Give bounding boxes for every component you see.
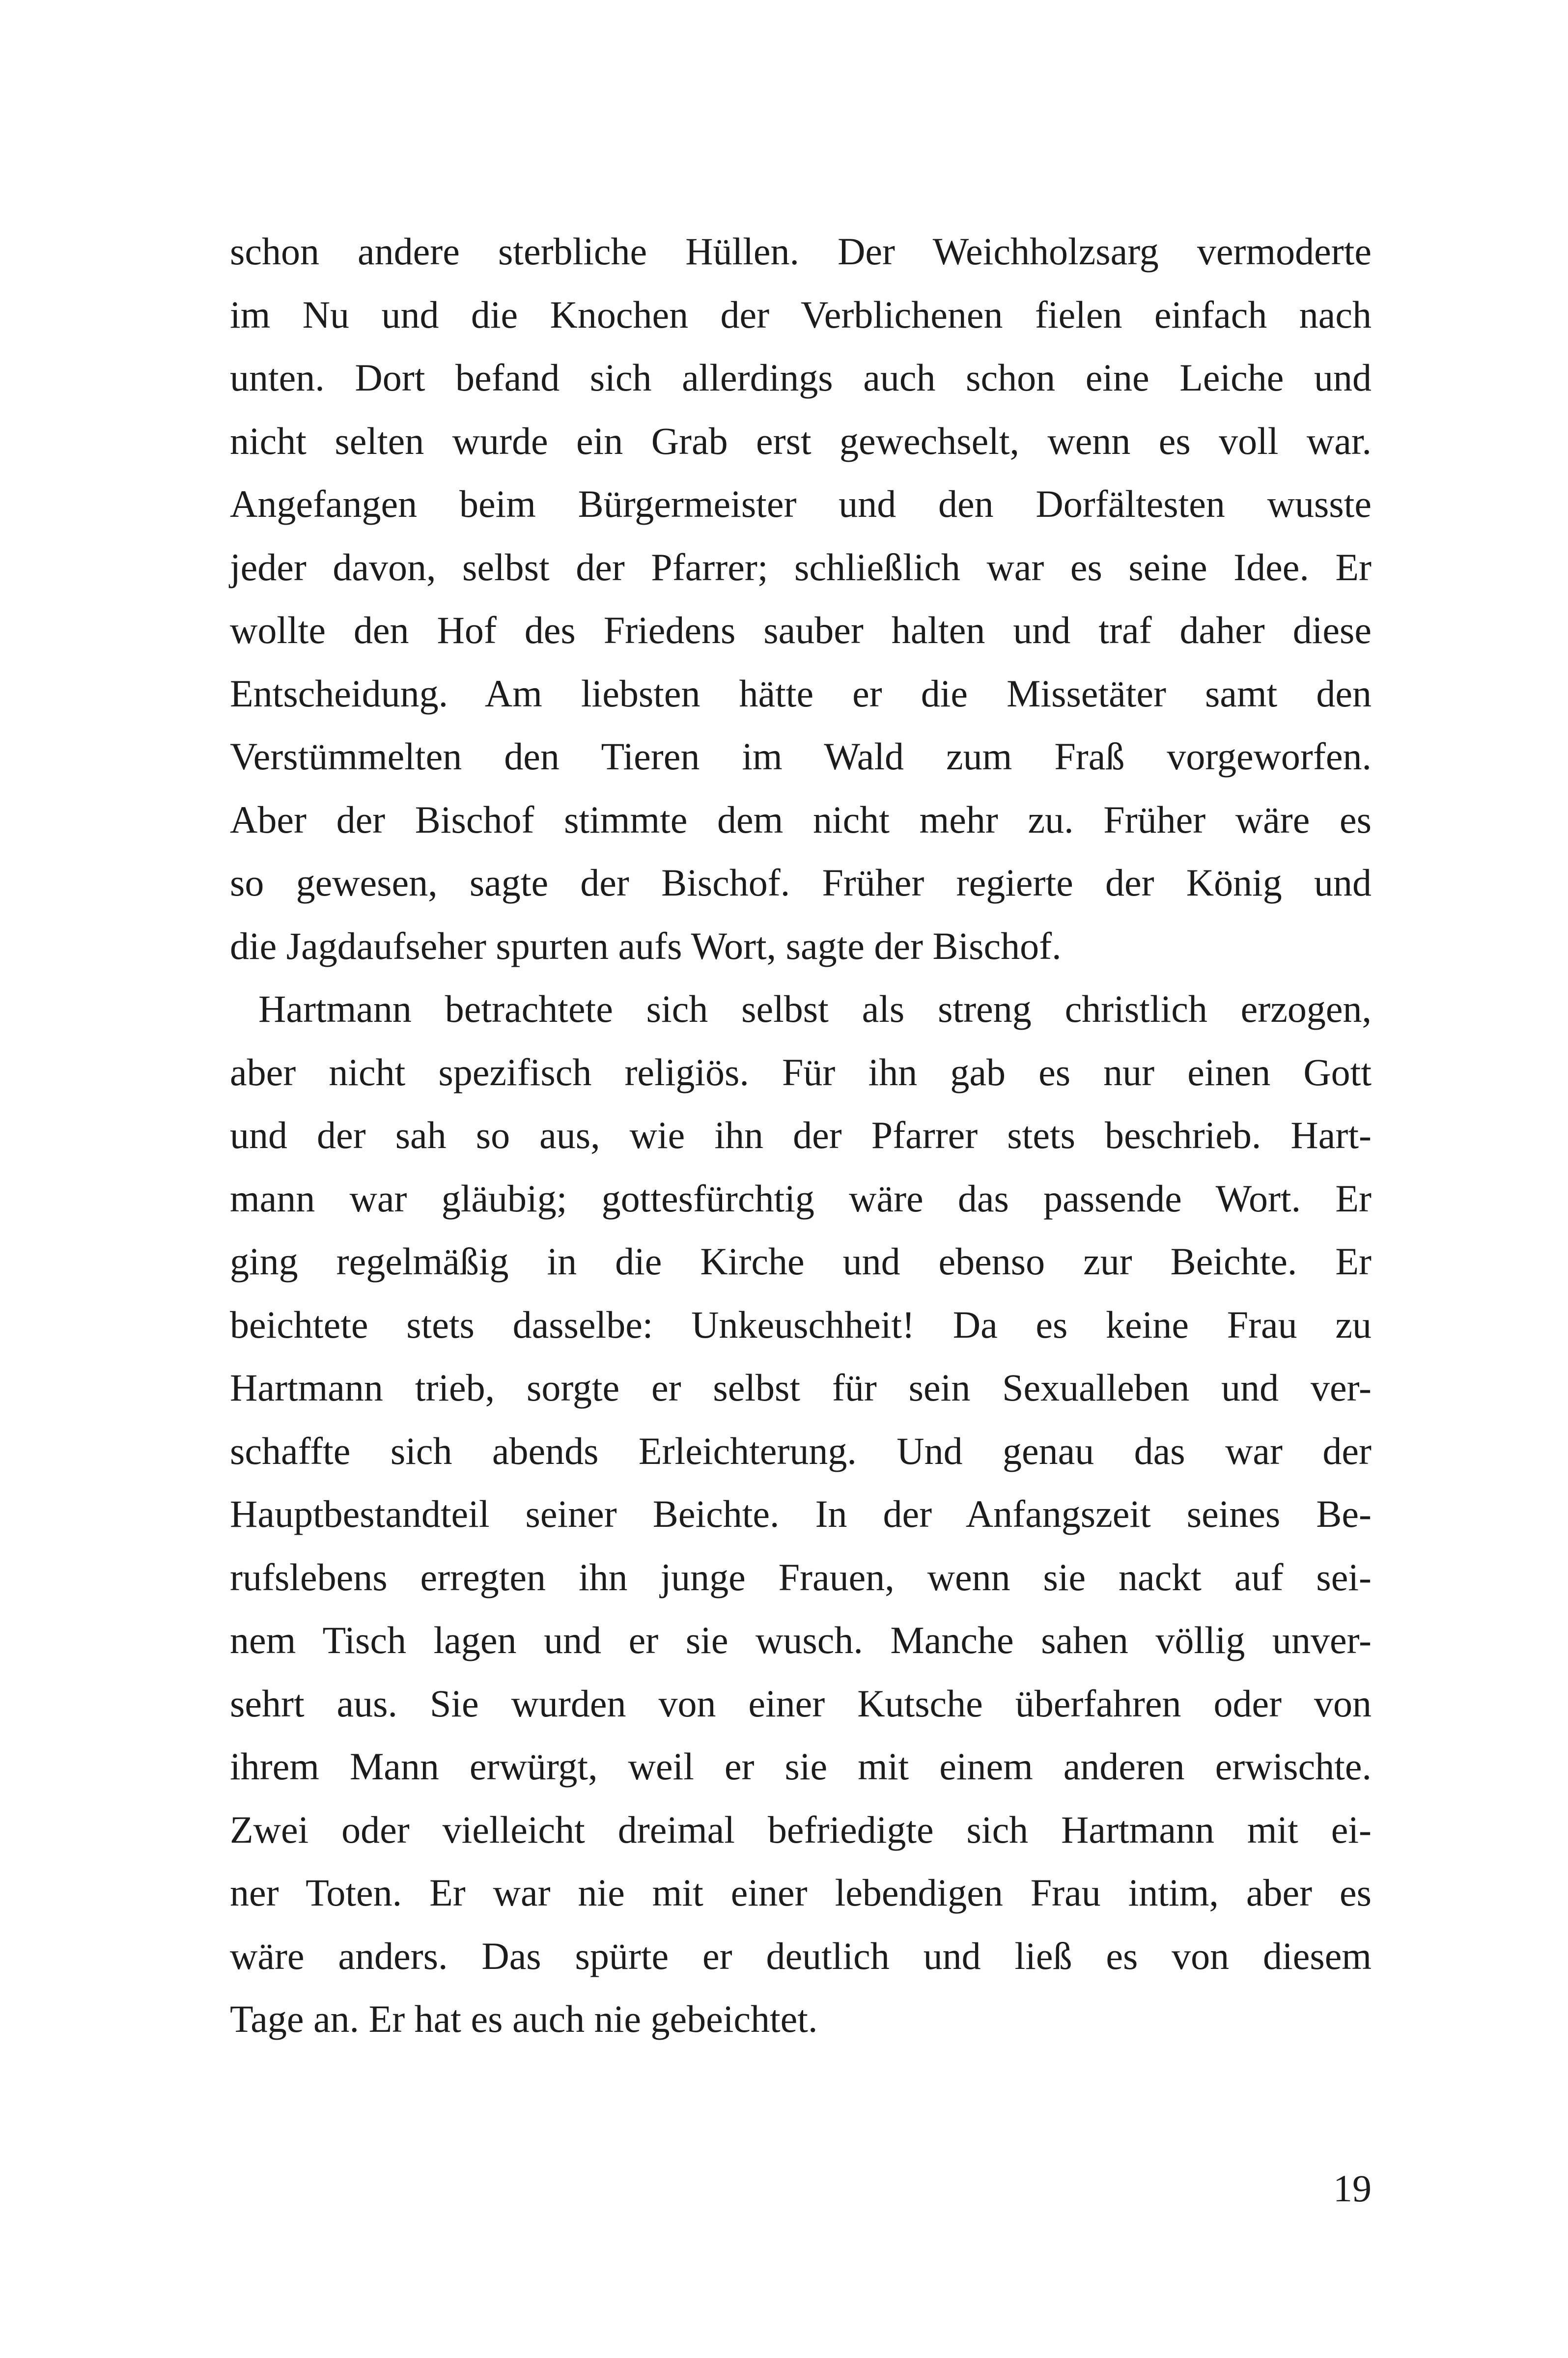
text-line: schaffte sich abends Erleichterung. Und genau das war der [230, 1429, 1372, 1472]
text-line: Hauptbestandteil seiner Beichte. In der Anfangszeit seines Be- [230, 1492, 1372, 1535]
text-line: rufslebens erregten ihn junge Frauen, wenn sie nackt auf sei- [230, 1555, 1372, 1599]
text-line: Entscheidung. Am liebsten hätte er die Missetäter samt den [230, 672, 1372, 715]
text-line: jeder davon, selbst der Pfarrer; schließlich war es seine Idee. Er [230, 545, 1372, 589]
page-number: 19 [1333, 2167, 1372, 2210]
text-line: Zwei oder vielleicht dreimal befriedigte sich Hartmann mit ei- [230, 1808, 1372, 1851]
text-line: nicht selten wurde ein Grab erst gewechselt, wenn es voll war. [230, 419, 1372, 462]
body-text [230, 220, 1372, 2051]
text-line: ihrem Mann erwürgt, weil er sie mit einem anderen erwischte. [230, 1745, 1372, 1788]
text-line: und der sah so aus, wie ihn der Pfarrer stets beschrieb. Hart- [230, 1114, 1372, 1156]
text-line: im Nu und die Knochen der Verblichenen fielen einfach nach [230, 293, 1372, 336]
text-line: wollte den Hof des Friedens sauber halten und traf daher diese [230, 609, 1372, 651]
text-line: sehrt aus. Sie wurden von einer Kutsche überfahren oder von [230, 1682, 1372, 1725]
text-line: beichtete stets dasselbe: Unkeuschheit! Da es keine Frau zu [230, 1303, 1372, 1346]
text-line: Verstümmelten den Tieren im Wald zum Fraß vorgeworfen. [230, 735, 1372, 778]
text-line: mann war gläubig; gottesfürchtig wäre das passende Wort. Er [230, 1177, 1372, 1220]
text-line: Tage an. Er hat es auch nie gebeichtet. [230, 1997, 818, 2040]
text-line: schon andere sterbliche Hüllen. Der Weichholzsarg vermoderte [230, 230, 1372, 273]
text-line: Hartmann trieb, sorgte er selbst für sein Sexualleben und ver- [230, 1366, 1372, 1409]
text-line: Angefangen beim Bürgermeister und den Dorfältesten wusste [230, 482, 1372, 525]
text-line: wäre anders. Das spürte er deutlich und ließ es von diesem [230, 1934, 1372, 1977]
text-line: ner Toten. Er war nie mit einer lebendigen Frau intim, aber es [230, 1871, 1372, 1914]
text-line: nem Tisch lagen und er sie wusch. Manche sahen völlig unver- [230, 1619, 1372, 1661]
text-line: unten. Dort befand sich allerdings auch schon eine Leiche und [230, 356, 1372, 399]
text-line: aber nicht spezifisch religiös. Für ihn gab es nur einen Gott [230, 1050, 1372, 1094]
text-line: die Jagdaufseher spurten aufs Wort, sagte der Bischof. [230, 924, 1062, 967]
text-line: Hartmann betrachtete sich selbst als streng christlich erzogen, [258, 987, 1372, 1030]
text-line: Aber der Bischof stimmte dem nicht mehr zu. Früher wäre es [230, 798, 1372, 841]
text-line: so gewesen, sagte der Bischof. Früher regierte der König und [230, 861, 1372, 904]
text-line: ging regelmäßig in die Kirche und ebenso zur Beichte. Er [230, 1240, 1372, 1283]
